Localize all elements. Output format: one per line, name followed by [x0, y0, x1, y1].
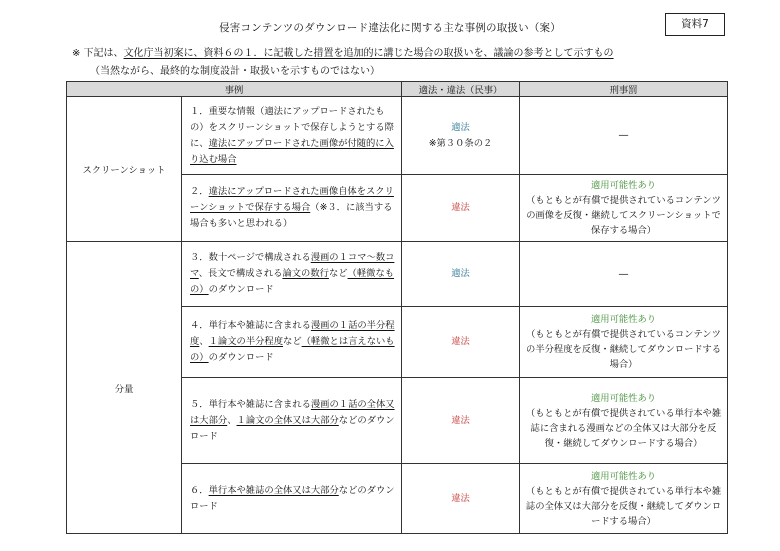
case-text-underlined: （軽微なもの）	[190, 268, 395, 295]
case-text: のダウンロード	[208, 352, 274, 363]
legal-cell-1	[402, 97, 520, 175]
criminal-text: （もともとが有償で提供されているコンテンツの画像を反復・継続してスクリーンショットで保存する場合）	[526, 195, 721, 236]
criminal-head: 適用可能性あり	[590, 314, 657, 325]
case-text-underlined: 違法にアップロードされた画像自体をスクリーンショットで保存する場合	[190, 186, 394, 213]
case-text-underlined: 違法にアップロードされた画像が付随的に入り込む場合	[190, 137, 394, 165]
criminal-text: ―	[618, 130, 629, 141]
note-prefix: ※ 下記は、	[72, 48, 124, 59]
criminal-head: 適用可能性あり	[590, 470, 657, 482]
case-text: （※３．に該当する場合も多いと思われる）	[190, 202, 393, 229]
case-text: ５．単行本や雑誌に含まれる	[190, 398, 311, 410]
category-quantity: 分量	[67, 242, 182, 534]
legal-cell-2	[402, 175, 520, 242]
table-row	[67, 242, 728, 307]
legal-cell-3	[402, 242, 520, 307]
case-text-underlined: （軽微とは言えないもの）	[190, 336, 395, 363]
criminal-head: 適用可能性あり	[590, 392, 657, 404]
legal-status: 違法	[451, 202, 470, 213]
criminal-text: ―	[618, 268, 629, 280]
criminal-cell-2	[520, 175, 728, 242]
legal-status: 適法	[451, 121, 470, 133]
criminal-head: 適用可能性あり	[590, 180, 657, 191]
criminal-text: （もともとが有償で提供されている単行本や雑誌に含まれる漫画などの全体又は大部分を反復・継続してダウンロードする場合）	[525, 407, 722, 449]
table-header-row	[67, 82, 728, 97]
case-text: など	[283, 336, 302, 347]
table-row	[67, 97, 728, 175]
criminal-cell-1	[520, 97, 728, 175]
case-text: ２．	[190, 186, 209, 197]
criminal-text: （もともとが有償で提供されているコンテンツの半分程度を反復・継続してダウンロードする場合）	[526, 329, 721, 370]
case-text-underlined: 漫画の１コマ〜数コマ	[190, 252, 395, 279]
case-text-underlined: 単行本や雑誌の全体又は大部分	[208, 484, 339, 496]
case-text: などのダウンロード	[190, 414, 395, 442]
criminal-cell-3	[520, 242, 728, 307]
criminal-cell-6	[520, 464, 728, 534]
category-screenshot: スクリーンショット	[67, 97, 182, 242]
case-text-underlined: 論文の数行	[282, 268, 329, 279]
case-text-underlined: 漫画の１話の全体又は大部分	[190, 398, 395, 426]
case-cell-2	[182, 175, 402, 242]
case-text-underlined: １論文の半分程度	[208, 336, 284, 347]
note-underlined-text: 文化庁当初案に、資料６の１．に記載した措置を追加的に講じた場合の取扱いを、議論の参考として示すもの	[123, 48, 614, 59]
case-text-underlined: １論文の全体又は大部分	[236, 414, 339, 426]
case-text: 、	[199, 336, 209, 347]
case-text: ６．	[190, 484, 209, 496]
legal-status: 適法	[451, 268, 470, 279]
criminal-cell-4	[520, 307, 728, 378]
criminal-cell-5	[520, 378, 728, 464]
case-cell-6	[182, 464, 402, 534]
header-criminal: 刑事罰	[520, 82, 728, 97]
case-text: など	[328, 268, 348, 279]
case-text: 、長文で構成される	[198, 268, 283, 279]
header-legality: 適法・違法（民事）	[402, 82, 520, 97]
case-text: ３．数十ページで構成される	[190, 252, 311, 263]
case-text: のダウンロード	[208, 284, 274, 295]
note-line-2: （当然ながら、最終的な制度設計・取扱いを示すものではない）	[90, 66, 380, 77]
criminal-text: （もともとが有償で提供されている単行本や雑誌の全体又は大部分を反復・継続してダウンロードする場合）	[525, 485, 722, 527]
legal-note: ※第３０条の２	[428, 137, 493, 149]
case-text: 、	[227, 414, 237, 426]
legal-status: 違法	[451, 336, 470, 347]
case-cell-3	[182, 242, 402, 307]
legal-cell-4	[402, 307, 520, 378]
header-cases: 事例	[67, 82, 402, 97]
document-title: 侵害コンテンツのダウンロード違法化に関する主な事例の取扱い（案）	[219, 22, 561, 34]
case-cell-4	[182, 307, 402, 378]
legal-status: 違法	[451, 414, 470, 426]
case-text: などのダウンロード	[190, 484, 395, 512]
case-text: １．重要な情報（適法にアップロードされたもの）をスクリーンショットで保存しようとする際に、	[190, 105, 394, 149]
legal-cell-5	[402, 378, 520, 464]
case-cell-1	[182, 97, 402, 175]
cases-table	[66, 81, 728, 534]
case-text-underlined: 漫画の１話の半分程度	[190, 320, 395, 347]
legal-status: 違法	[451, 492, 470, 504]
case-text: ４．単行本や雑誌に含まれる	[190, 320, 311, 331]
document-badge: 資料7	[665, 13, 725, 36]
legal-cell-6	[402, 464, 520, 534]
case-cell-5	[182, 378, 402, 464]
note-line-1	[72, 44, 614, 59]
